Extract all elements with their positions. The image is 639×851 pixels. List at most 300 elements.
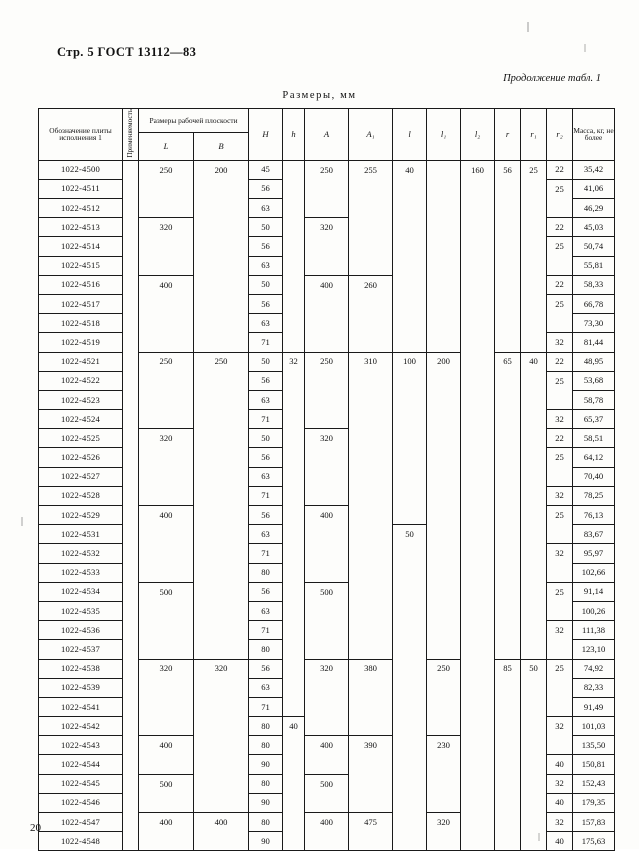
cell-H: 56 bbox=[249, 371, 283, 390]
mass-cell: 78,25 bbox=[573, 486, 615, 505]
plate-designation-cell: 1022-4536 bbox=[39, 621, 123, 640]
plate-designation-cell: 1022-4516 bbox=[39, 275, 123, 294]
cell-B bbox=[194, 199, 249, 218]
cell-l bbox=[393, 678, 427, 697]
cell-r2 bbox=[547, 467, 573, 486]
cell-l1 bbox=[427, 486, 461, 505]
cell-A1: 255 bbox=[349, 160, 393, 179]
cell-A: 500 bbox=[305, 774, 349, 793]
cell-r1 bbox=[521, 793, 547, 812]
cell-L bbox=[139, 199, 194, 218]
cell-H: 80 bbox=[249, 813, 283, 832]
cell-r1 bbox=[521, 390, 547, 409]
cell-A: 400 bbox=[305, 506, 349, 525]
cell-l1 bbox=[427, 755, 461, 774]
col-l1: l₁ bbox=[427, 109, 461, 161]
cell-A bbox=[305, 448, 349, 467]
cell-r1 bbox=[521, 429, 547, 448]
cell-r1: 25 bbox=[521, 160, 547, 179]
col-h: h bbox=[283, 109, 305, 161]
plate-designation-cell: 1022-4512 bbox=[39, 199, 123, 218]
mass-cell: 58,33 bbox=[573, 275, 615, 294]
cell-r bbox=[495, 582, 521, 601]
cell-A: 400 bbox=[305, 275, 349, 294]
cell-A1: 390 bbox=[349, 736, 393, 755]
col-l: l bbox=[393, 109, 427, 161]
cell-H: 80 bbox=[249, 736, 283, 755]
applicability-cell bbox=[123, 160, 139, 851]
cell-B bbox=[194, 429, 249, 448]
cell-h bbox=[283, 544, 305, 563]
cell-l bbox=[393, 371, 427, 390]
cell-A bbox=[305, 371, 349, 390]
cell-r2: 32 bbox=[547, 410, 573, 429]
cell-r bbox=[495, 525, 521, 544]
cell-L bbox=[139, 678, 194, 697]
cell-l2 bbox=[461, 582, 495, 601]
cell-r1 bbox=[521, 467, 547, 486]
cell-l1 bbox=[427, 179, 461, 198]
col-A1: A₁ bbox=[349, 109, 393, 161]
cell-A bbox=[305, 525, 349, 544]
cell-A1 bbox=[349, 793, 393, 812]
cell-A1 bbox=[349, 237, 393, 256]
cell-l2 bbox=[461, 486, 495, 505]
cell-B bbox=[194, 717, 249, 736]
cell-A1 bbox=[349, 333, 393, 352]
cell-h bbox=[283, 371, 305, 390]
cell-l bbox=[393, 813, 427, 832]
mass-cell: 65,37 bbox=[573, 410, 615, 429]
cell-r bbox=[495, 199, 521, 218]
cell-L bbox=[139, 717, 194, 736]
cell-r2: 25 bbox=[547, 448, 573, 467]
plate-designation-cell: 1022-4542 bbox=[39, 717, 123, 736]
cell-l bbox=[393, 256, 427, 275]
cell-B bbox=[194, 544, 249, 563]
cell-A bbox=[305, 832, 349, 851]
cell-H: 56 bbox=[249, 179, 283, 198]
cell-B: 400 bbox=[194, 813, 249, 832]
cell-H: 63 bbox=[249, 256, 283, 275]
cell-l1 bbox=[427, 793, 461, 812]
cell-L bbox=[139, 314, 194, 333]
cell-r2: 25 bbox=[547, 582, 573, 601]
cell-A: 320 bbox=[305, 218, 349, 237]
cell-r bbox=[495, 486, 521, 505]
cell-r2 bbox=[547, 601, 573, 620]
cell-r2: 25 bbox=[547, 371, 573, 390]
col-work-plane-group: Размеры рабочей плоскости bbox=[139, 109, 249, 133]
cell-A bbox=[305, 640, 349, 659]
cell-l2 bbox=[461, 736, 495, 755]
cell-r1 bbox=[521, 506, 547, 525]
cell-r1 bbox=[521, 736, 547, 755]
cell-H: 71 bbox=[249, 333, 283, 352]
cell-A1: 380 bbox=[349, 659, 393, 678]
cell-r2: 25 bbox=[547, 506, 573, 525]
cell-l bbox=[393, 333, 427, 352]
cell-l: 100 bbox=[393, 352, 427, 371]
mass-cell: 66,78 bbox=[573, 294, 615, 313]
cell-L bbox=[139, 390, 194, 409]
mass-cell: 157,83 bbox=[573, 813, 615, 832]
cell-l2 bbox=[461, 256, 495, 275]
cell-r bbox=[495, 736, 521, 755]
cell-l1 bbox=[427, 640, 461, 659]
cell-B bbox=[194, 755, 249, 774]
col-l2: l₂ bbox=[461, 109, 495, 161]
cell-L bbox=[139, 467, 194, 486]
mass-cell: 81,44 bbox=[573, 333, 615, 352]
mass-cell: 102,66 bbox=[573, 563, 615, 582]
plate-designation-cell: 1022-4538 bbox=[39, 659, 123, 678]
cell-H: 56 bbox=[249, 506, 283, 525]
dimensions-table-wrapper bbox=[38, 108, 614, 846]
cell-h bbox=[283, 525, 305, 544]
plate-designation-cell: 1022-4546 bbox=[39, 793, 123, 812]
cell-l bbox=[393, 582, 427, 601]
header-row-1 bbox=[39, 109, 615, 133]
cell-l1 bbox=[427, 697, 461, 716]
mass-cell: 76,13 bbox=[573, 506, 615, 525]
cell-r bbox=[495, 506, 521, 525]
cell-B bbox=[194, 736, 249, 755]
cell-h bbox=[283, 448, 305, 467]
cell-H: 71 bbox=[249, 621, 283, 640]
plate-designation-cell: 1022-4539 bbox=[39, 678, 123, 697]
cell-r2: 32 bbox=[547, 774, 573, 793]
cell-H: 80 bbox=[249, 774, 283, 793]
cell-A1: 310 bbox=[349, 352, 393, 371]
plate-designation-cell: 1022-4514 bbox=[39, 237, 123, 256]
cell-l: 50 bbox=[393, 525, 427, 544]
cell-r bbox=[495, 793, 521, 812]
cell-H: 50 bbox=[249, 218, 283, 237]
mass-cell: 64,12 bbox=[573, 448, 615, 467]
cell-r1 bbox=[521, 218, 547, 237]
cell-A bbox=[305, 486, 349, 505]
cell-r bbox=[495, 832, 521, 851]
cell-l1 bbox=[427, 601, 461, 620]
cell-A1 bbox=[349, 199, 393, 218]
cell-l2 bbox=[461, 717, 495, 736]
mass-cell: 74,92 bbox=[573, 659, 615, 678]
cell-r1 bbox=[521, 486, 547, 505]
cell-B bbox=[194, 506, 249, 525]
cell-H: 56 bbox=[249, 582, 283, 601]
cell-h bbox=[283, 640, 305, 659]
cell-l2 bbox=[461, 314, 495, 333]
mass-cell: 45,03 bbox=[573, 218, 615, 237]
cell-r bbox=[495, 678, 521, 697]
cell-A1 bbox=[349, 582, 393, 601]
cell-r1 bbox=[521, 410, 547, 429]
cell-r1 bbox=[521, 832, 547, 851]
mass-cell: 35,42 bbox=[573, 160, 615, 179]
cell-l1 bbox=[427, 717, 461, 736]
cell-r2: 32 bbox=[547, 621, 573, 640]
cell-H: 56 bbox=[249, 237, 283, 256]
cell-r bbox=[495, 314, 521, 333]
cell-L bbox=[139, 525, 194, 544]
cell-l bbox=[393, 294, 427, 313]
cell-A: 400 bbox=[305, 736, 349, 755]
plate-designation-cell: 1022-4518 bbox=[39, 314, 123, 333]
cell-H: 63 bbox=[249, 467, 283, 486]
cell-H: 90 bbox=[249, 793, 283, 812]
scan-speck bbox=[584, 44, 586, 52]
cell-r1 bbox=[521, 544, 547, 563]
plate-designation-cell: 1022-4531 bbox=[39, 525, 123, 544]
cell-A bbox=[305, 717, 349, 736]
cell-L: 400 bbox=[139, 506, 194, 525]
col-r: r bbox=[495, 109, 521, 161]
cell-H: 80 bbox=[249, 640, 283, 659]
cell-B: 200 bbox=[194, 160, 249, 179]
cell-A1: 475 bbox=[349, 813, 393, 832]
plate-designation-cell: 1022-4525 bbox=[39, 429, 123, 448]
cell-A1 bbox=[349, 256, 393, 275]
cell-l1 bbox=[427, 832, 461, 851]
cell-L: 250 bbox=[139, 352, 194, 371]
cell-L: 320 bbox=[139, 429, 194, 448]
mass-cell: 100,26 bbox=[573, 601, 615, 620]
mass-cell: 95,97 bbox=[573, 544, 615, 563]
scan-speck bbox=[527, 22, 529, 32]
page-header-left: Стр. 5 ГОСТ 13112—83 bbox=[57, 45, 197, 59]
col-H: H bbox=[249, 109, 283, 161]
cell-r bbox=[495, 640, 521, 659]
cell-r1 bbox=[521, 640, 547, 659]
plate-designation-cell: 1022-4524 bbox=[39, 410, 123, 429]
table-units-title: Размеры, мм bbox=[282, 90, 357, 101]
plate-designation-cell: 1022-4532 bbox=[39, 544, 123, 563]
cell-r2 bbox=[547, 256, 573, 275]
cell-A bbox=[305, 256, 349, 275]
cell-l2 bbox=[461, 179, 495, 198]
cell-l2 bbox=[461, 601, 495, 620]
cell-l1 bbox=[427, 237, 461, 256]
col-mass: Масса, кг, не более bbox=[573, 109, 615, 161]
cell-A bbox=[305, 467, 349, 486]
cell-l1 bbox=[427, 390, 461, 409]
cell-h bbox=[283, 736, 305, 755]
cell-l bbox=[393, 506, 427, 525]
cell-l1 bbox=[427, 563, 461, 582]
cell-l bbox=[393, 563, 427, 582]
cell-A bbox=[305, 755, 349, 774]
cell-l: 40 bbox=[393, 160, 427, 179]
cell-h bbox=[283, 410, 305, 429]
cell-r2: 32 bbox=[547, 813, 573, 832]
cell-B bbox=[194, 774, 249, 793]
col-r1: r₁ bbox=[521, 109, 547, 161]
cell-L: 500 bbox=[139, 774, 194, 793]
cell-h bbox=[283, 179, 305, 198]
table-row bbox=[39, 160, 615, 179]
cell-L: 400 bbox=[139, 736, 194, 755]
cell-L: 400 bbox=[139, 813, 194, 832]
cell-l1 bbox=[427, 160, 461, 179]
cell-h bbox=[283, 774, 305, 793]
cell-A1: 260 bbox=[349, 275, 393, 294]
cell-r bbox=[495, 621, 521, 640]
cell-L: 320 bbox=[139, 659, 194, 678]
cell-l bbox=[393, 486, 427, 505]
cell-l bbox=[393, 237, 427, 256]
cell-l bbox=[393, 314, 427, 333]
cell-r1 bbox=[521, 179, 547, 198]
cell-r1 bbox=[521, 314, 547, 333]
cell-l bbox=[393, 429, 427, 448]
cell-l bbox=[393, 179, 427, 198]
cell-A1 bbox=[349, 467, 393, 486]
cell-h bbox=[283, 275, 305, 294]
cell-H: 63 bbox=[249, 678, 283, 697]
cell-H: 80 bbox=[249, 717, 283, 736]
cell-A bbox=[305, 793, 349, 812]
cell-r2 bbox=[547, 640, 573, 659]
cell-l2 bbox=[461, 813, 495, 832]
plate-designation-cell: 1022-4527 bbox=[39, 467, 123, 486]
mass-cell: 48,95 bbox=[573, 352, 615, 371]
cell-B bbox=[194, 410, 249, 429]
cell-l bbox=[393, 621, 427, 640]
cell-r bbox=[495, 390, 521, 409]
plate-designation-cell: 1022-4547 bbox=[39, 813, 123, 832]
cell-l2 bbox=[461, 352, 495, 371]
cell-H: 71 bbox=[249, 410, 283, 429]
cell-A bbox=[305, 199, 349, 218]
cell-l1 bbox=[427, 410, 461, 429]
plate-designation-cell: 1022-4522 bbox=[39, 371, 123, 390]
cell-r1 bbox=[521, 371, 547, 390]
cell-H: 50 bbox=[249, 352, 283, 371]
cell-h bbox=[283, 467, 305, 486]
mass-cell: 175,63 bbox=[573, 832, 615, 851]
cell-h bbox=[283, 429, 305, 448]
plate-designation-cell: 1022-4544 bbox=[39, 755, 123, 774]
cell-r1 bbox=[521, 697, 547, 716]
cell-L bbox=[139, 755, 194, 774]
cell-l1 bbox=[427, 525, 461, 544]
cell-r bbox=[495, 429, 521, 448]
cell-A bbox=[305, 678, 349, 697]
cell-l2 bbox=[461, 793, 495, 812]
cell-r2 bbox=[547, 199, 573, 218]
cell-A bbox=[305, 237, 349, 256]
cell-A1 bbox=[349, 832, 393, 851]
cell-l bbox=[393, 467, 427, 486]
cell-L: 320 bbox=[139, 218, 194, 237]
cell-r2: 22 bbox=[547, 352, 573, 371]
cell-H: 63 bbox=[249, 601, 283, 620]
cell-r2: 22 bbox=[547, 218, 573, 237]
cell-h bbox=[283, 218, 305, 237]
cell-B bbox=[194, 640, 249, 659]
cell-r1 bbox=[521, 256, 547, 275]
cell-l2 bbox=[461, 640, 495, 659]
cell-r bbox=[495, 467, 521, 486]
cell-r2: 32 bbox=[547, 717, 573, 736]
cell-A1 bbox=[349, 294, 393, 313]
cell-r bbox=[495, 755, 521, 774]
cell-A bbox=[305, 410, 349, 429]
cell-A: 250 bbox=[305, 160, 349, 179]
cell-l1 bbox=[427, 774, 461, 793]
cell-l2 bbox=[461, 218, 495, 237]
cell-r2: 32 bbox=[547, 333, 573, 352]
cell-B bbox=[194, 371, 249, 390]
cell-A1 bbox=[349, 678, 393, 697]
cell-r bbox=[495, 218, 521, 237]
cell-B bbox=[194, 390, 249, 409]
cell-l1 bbox=[427, 448, 461, 467]
cell-H: 90 bbox=[249, 832, 283, 851]
cell-h bbox=[283, 314, 305, 333]
cell-A1 bbox=[349, 448, 393, 467]
cell-l2 bbox=[461, 467, 495, 486]
cell-L bbox=[139, 601, 194, 620]
cell-r bbox=[495, 448, 521, 467]
plate-designation-cell: 1022-4541 bbox=[39, 697, 123, 716]
cell-l2 bbox=[461, 199, 495, 218]
cell-B bbox=[194, 621, 249, 640]
cell-r bbox=[495, 544, 521, 563]
cell-H: 45 bbox=[249, 160, 283, 179]
cell-l bbox=[393, 199, 427, 218]
col-applicability: Применяемость bbox=[123, 109, 139, 161]
cell-B bbox=[194, 582, 249, 601]
cell-r1 bbox=[521, 717, 547, 736]
mass-cell: 82,33 bbox=[573, 678, 615, 697]
cell-l2 bbox=[461, 621, 495, 640]
cell-l2: 160 bbox=[461, 160, 495, 179]
cell-B bbox=[194, 218, 249, 237]
cell-r1 bbox=[521, 333, 547, 352]
cell-l2 bbox=[461, 390, 495, 409]
cell-h bbox=[283, 813, 305, 832]
cell-A1 bbox=[349, 601, 393, 620]
cell-l1: 320 bbox=[427, 813, 461, 832]
cell-H: 80 bbox=[249, 563, 283, 582]
cell-A: 400 bbox=[305, 813, 349, 832]
cell-l1 bbox=[427, 294, 461, 313]
mass-cell: 53,68 bbox=[573, 371, 615, 390]
cell-r1 bbox=[521, 582, 547, 601]
cell-A bbox=[305, 601, 349, 620]
cell-r2: 25 bbox=[547, 237, 573, 256]
cell-r2: 25 bbox=[547, 179, 573, 198]
cell-r2 bbox=[547, 525, 573, 544]
cell-B bbox=[194, 237, 249, 256]
table-continuation-label: Продолжение табл. 1 bbox=[503, 73, 601, 84]
cell-l2 bbox=[461, 506, 495, 525]
cell-H: 71 bbox=[249, 486, 283, 505]
cell-r2: 22 bbox=[547, 160, 573, 179]
cell-A1 bbox=[349, 486, 393, 505]
plate-designation-cell: 1022-4535 bbox=[39, 601, 123, 620]
cell-l bbox=[393, 793, 427, 812]
cell-r bbox=[495, 410, 521, 429]
table-body bbox=[39, 160, 615, 851]
cell-r2: 22 bbox=[547, 429, 573, 448]
cell-B bbox=[194, 256, 249, 275]
cell-h bbox=[283, 601, 305, 620]
mass-cell: 91,14 bbox=[573, 582, 615, 601]
cell-A bbox=[305, 544, 349, 563]
